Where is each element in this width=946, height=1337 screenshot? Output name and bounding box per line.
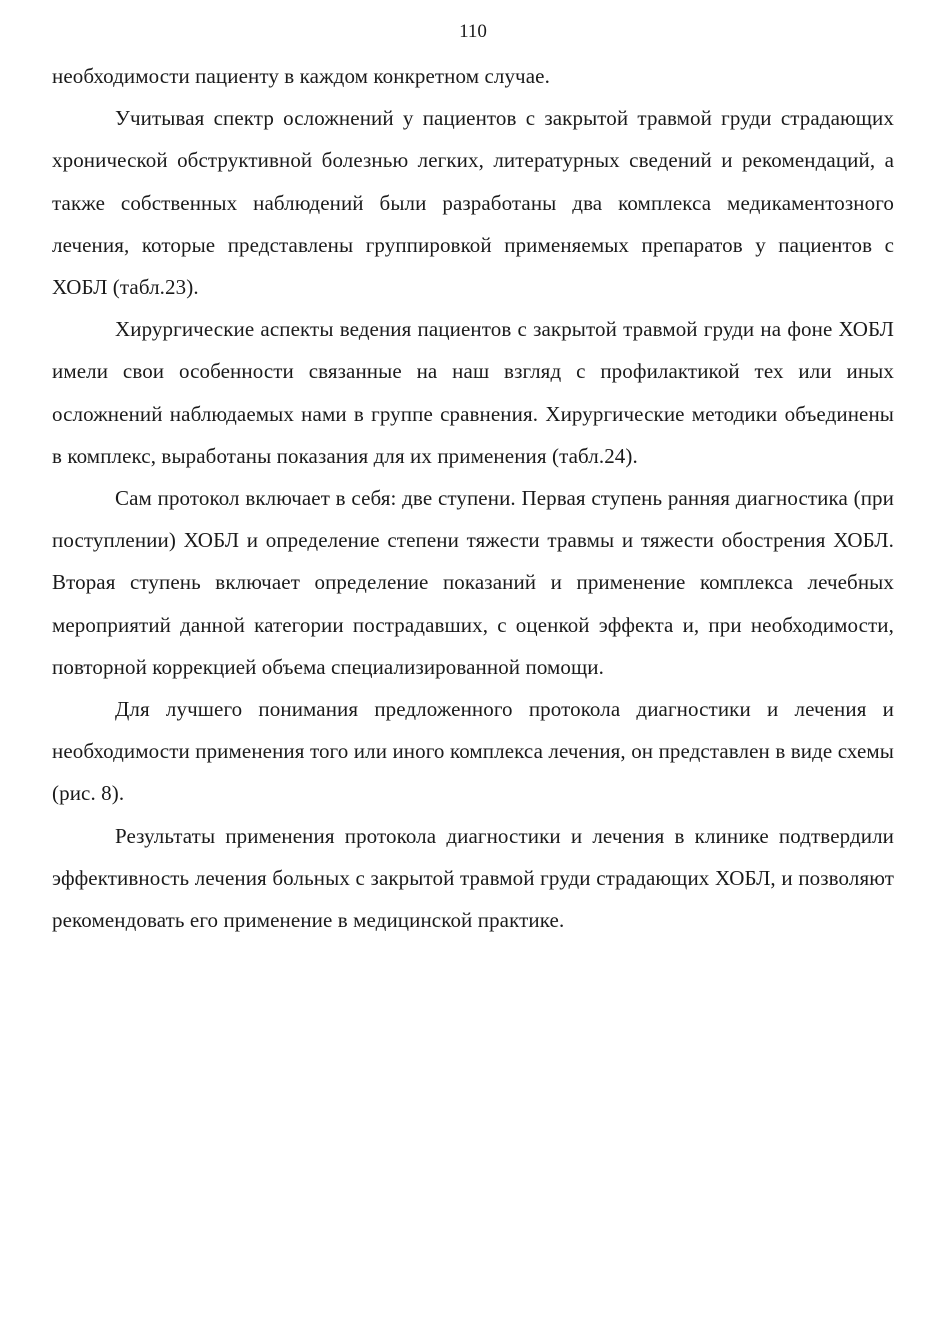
paragraph-continuation: необходимости пациенту в каждом конкретном случае. (52, 64, 550, 88)
paragraph-results: Результаты применения протокола диагностики и лечения в клинике подтвердили эффективность лечения больных с закрытой травмой груди страдающих ХОБЛ, и позволяют рекомендовать его применение в медицинской практике. (52, 823, 894, 933)
page-number: 110 (459, 21, 487, 42)
body-text (52, 55, 894, 941)
paragraph-protocol-stages: Сам протокол включает в себя: две ступени. Первая ступень ранняя диагностика (при поступлении) ХОБЛ и определение степени тяжести травмы и тяжести обострения ХОБЛ. Вторая ступень включает определение показаний и применение комплекса лечебных мероприятий данной категории пострадавших, с оценкой эффекта и, при необходимости, повторной коррекцией объема специализированной помощи. (52, 486, 894, 679)
paragraph-surgical-aspects: Хирургические аспекты ведения пациентов с закрытой травмой груди на фоне ХОБЛ имели свои особенности связанные на наш взгляд с профилактикой тех или иных осложнений наблюдаемых нами в группе сравнения. Хирургические методики объединены в комплекс, выработаны показания для их применения (табл.24). (52, 317, 894, 468)
paragraph-scheme-reference: Для лучшего понимания предложенного протокола диагностики и лечения и необходимости применения того или иного комплекса лечения, он представлен в виде схемы (рис. 8). (52, 697, 894, 806)
paragraph-complications: Учитывая спектр осложнений у пациентов с закрытой травмой груди страдающих хронической обструктивной болезнью легких, литературных сведений и рекомендаций, а также собственных наблюдений были разработаны два комплекса медикаментозного лечения, которые представлены группировкой применяемых препаратов у пациентов с ХОБЛ (табл.23). (52, 106, 894, 300)
